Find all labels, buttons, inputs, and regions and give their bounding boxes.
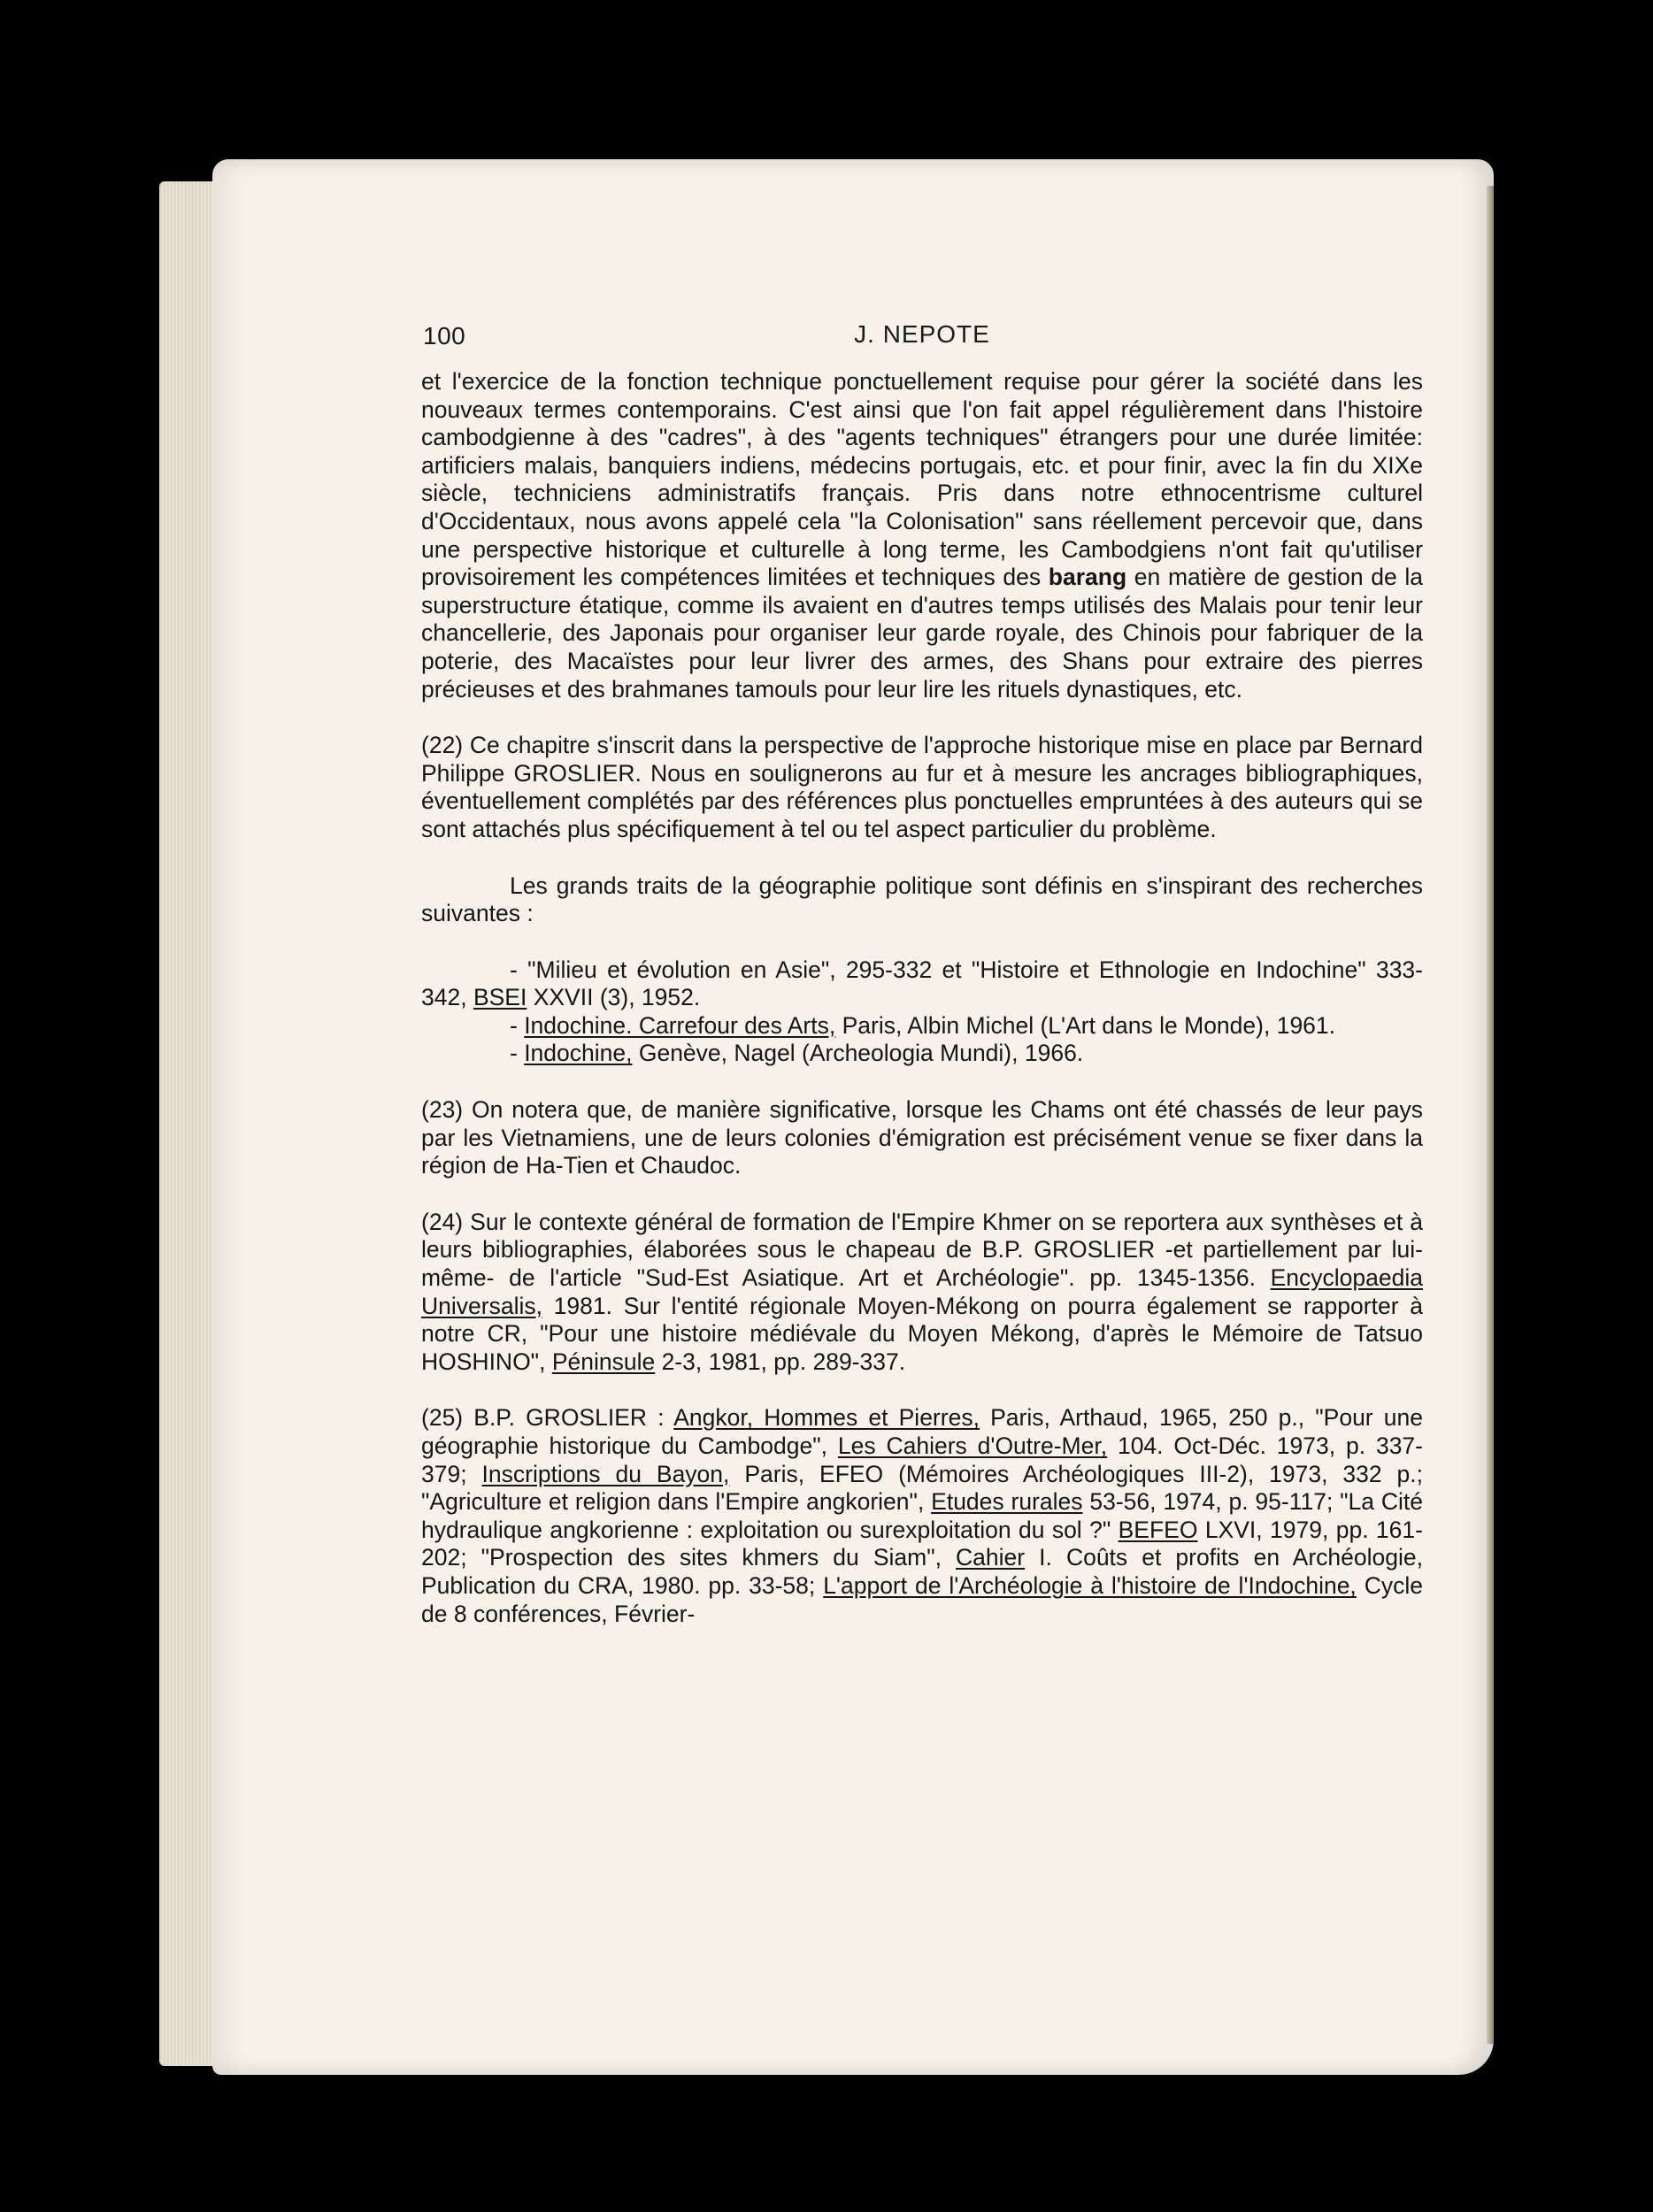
bibliography-item-2: - Indochine. Carrefour des Arts, Paris, Albin Michel (L'Art dans le Monde), 1961. [510,1011,1336,1039]
note-22: (22) Ce chapitre s'inscrit dans la perspective de l'approche historique mise en place par Bernard Philippe GROSLIER. Nous en soulignerons au fur et à mesure les ancrages bibliographiques, éventuellement complétés par des références plus ponctuelles empruntées à des auteurs qui se sont attachés plus spécifiquement à tel ou tel aspect particulier du problème. [421,732,1423,842]
bibliography-item-3: - Indochine, Genève, Nagel (Archeologia Mundi), 1966. [510,1040,1084,1067]
note-24: (24) Sur le contexte général de formation de l'Empire Khmer on se reportera aux synthèses et à leurs bibliographies, élaborées sous le chapeau de B.P. GROSLIER -et partiellement par lui-même- de l'article "Sud-Est Asiatique. Art et Archéologie". pp. 1345-1356. Encyclopaedia Universalis, 1981. Sur l'entité régionale Moyen-Mékong on pourra également se rapporter à notre CR, "Pour une histoire médiévale du Moyen Mékong, d'après le Mémoire de Tatsuo HOSHINO", Péninsule 2-3, 1981, pp. 289-337. [421,1208,1423,1375]
page-header [421,317,1423,356]
bold-term: barang [1048,564,1127,591]
bibliography-item-1: - "Milieu et évolution en Asie", 295-332 et "Histoire et Ethnologie en Indochine" 333-342, BSEI XXVII (3), 1952. [421,956,1423,1011]
body-text [421,368,1423,1628]
note-22-intro: Les grands traits de la géographie politique sont définis en s'inspirant des recherches suivantes : [421,872,1423,927]
paragraph-continued: et l'exercice de la fonction technique ponctuellement requise pour gérer la société dans les nouveaux termes contemporains. C'est ainsi que l'on fait appel régulièrement dans l'histoire cambodgienne à des "cadres", à des "agents techniques" étrangers pour une durée limitée: artificiers malais, banquiers indiens, médecins portugais, etc. et pour finir, avec la fin du XIXe siècle, techniciens administratifs français. Pris dans notre ethnocentrisme culturel d'Occidentaux, nous avons appelé cela "la Colonisation" sans réellement percevoir que, dans une perspective historique et culturelle à long terme, les Cambodgiens n'ont fait qu'utiliser provisoirement les compétences limitées et techniques des barang en matière de gestion de la superstructure étatique, comme ils avaient en d'autres temps utilisés des Malais pour tenir leur chancellerie, des Japonais pour organiser leur garde royale, des Chinois pour fabriquer de la poterie, des Macaïstes pour leur livrer des armes, des Shans pour extraire des pierres précieuses et des brahmanes tamouls pour leur lire les rituels dynastiques, etc. [421,368,1424,703]
page-gutter-shadow [1487,186,1494,2044]
page-number: 100 [423,322,466,349]
note-23: (23) On notera que, de manière significative, lorsque les Chams ont été chassés de leur pays par les Vietnamiens, une de leurs colonies d'émigration est précisément venue se fixer dans la région de Ha-Tien et Chaudoc. [421,1096,1423,1179]
note-25: (25) B.P. GROSLIER : Angkor, Hommes et Pierres, Paris, Arthaud, 1965, 250 p., "Pour une géographie historique du Cambodge", Les Cahiers d'Outre-Mer, 104. Oct-Déc. 1973, p. 337-379; Inscriptions du Bayon, Paris, EFEO (Mémoires Archéologiques III-2), 1973, 332 p.; "Agriculture et religion dans l'Empire angkorien", Etudes rurales 53-56, 1974, p. 95-117; "La Cité hydraulique angkorienne : exploitation ou surexploitation du sol ?" BEFEO LXVI, 1979, pp. 161-202; "Prospection des sites khmers du Siam", Cahier I. Coûts et profits en Archéologie, Publication du CRA, 1980. pp. 33-58; L'apport de l'Archéologie à l'histoire de l'Indochine, Cycle de 8 conférences, Février- [421,1404,1423,1627]
running-head: J. NEPOTE [854,320,990,348]
